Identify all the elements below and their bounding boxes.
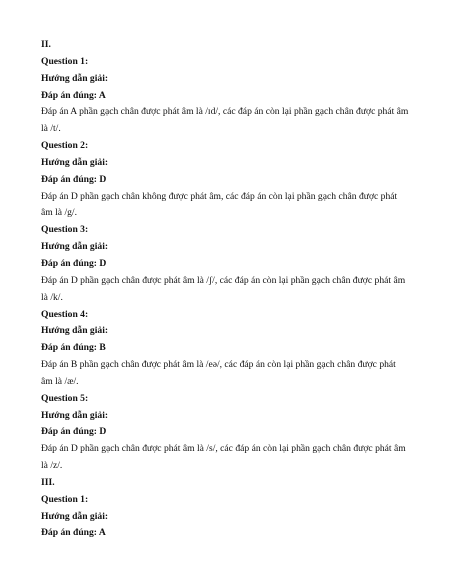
answer-label: Đáp án đúng: D xyxy=(41,257,107,269)
question-title: Question 1: xyxy=(41,493,89,505)
question-title: Question 3: xyxy=(41,224,89,236)
answer-label: Đáp án đúng: A xyxy=(41,89,106,101)
answer-label: Đáp án đúng: D xyxy=(41,426,107,438)
question-block xyxy=(41,307,419,391)
section-heading-II: II. xyxy=(41,39,51,50)
explanation-line: Đáp án D phần gạch chân không được phát âm, các đáp án còn lại phần gạch chân được phát xyxy=(41,190,398,202)
explanation-line: Đáp án B phần gạch chân được phát âm là /eə/, các đáp án còn lại phần gạch chân được phát xyxy=(41,359,396,371)
question-title: Question 1: xyxy=(41,55,89,67)
answer-label: Đáp án đúng: A xyxy=(41,527,106,539)
question-block xyxy=(41,54,419,138)
explanation-line: là /t/. xyxy=(41,123,61,135)
guide-label: Hướng dẫn giải: xyxy=(41,325,109,337)
explanation-line: Đáp án D phần gạch chân được phát âm là /ʃ/, các đáp án còn lại phần gạch chân được phát âm xyxy=(41,274,406,286)
explanation-line: Đáp án D phần gạch chân được phát âm là /s/, các đáp án còn lại phần gạch chân được phát âm xyxy=(41,443,406,455)
explanation-line: là /k/. xyxy=(41,291,63,303)
answer-label: Đáp án đúng: B xyxy=(41,342,106,354)
guide-label: Hướng dẫn giải: xyxy=(41,510,109,522)
guide-label: Hướng dẫn giải: xyxy=(41,156,109,168)
guide-label: Hướng dẫn giải: xyxy=(41,409,109,421)
document-page xyxy=(41,37,419,542)
guide-label: Hướng dẫn giải: xyxy=(41,241,109,253)
question-title: Question 4: xyxy=(41,308,89,320)
answer-label: Đáp án đúng: D xyxy=(41,173,107,185)
question-block xyxy=(41,492,419,543)
question-title: Question 2: xyxy=(41,140,89,152)
guide-label: Hướng dẫn giải: xyxy=(41,72,109,84)
question-block xyxy=(41,222,419,306)
explanation-line: âm là /g/. xyxy=(41,207,77,219)
question-block xyxy=(41,138,419,222)
explanation-line: âm là /æ/. xyxy=(41,375,79,387)
explanation-line: là /z/. xyxy=(41,460,63,472)
section-heading-III: III. xyxy=(41,476,55,488)
explanation-line: Đáp án A phần gạch chân được phát âm là /ɪd/, các đáp án còn lại phần gạch chân được phát âm xyxy=(41,106,409,118)
question-title: Question 5: xyxy=(41,392,89,404)
question-block xyxy=(41,391,419,475)
